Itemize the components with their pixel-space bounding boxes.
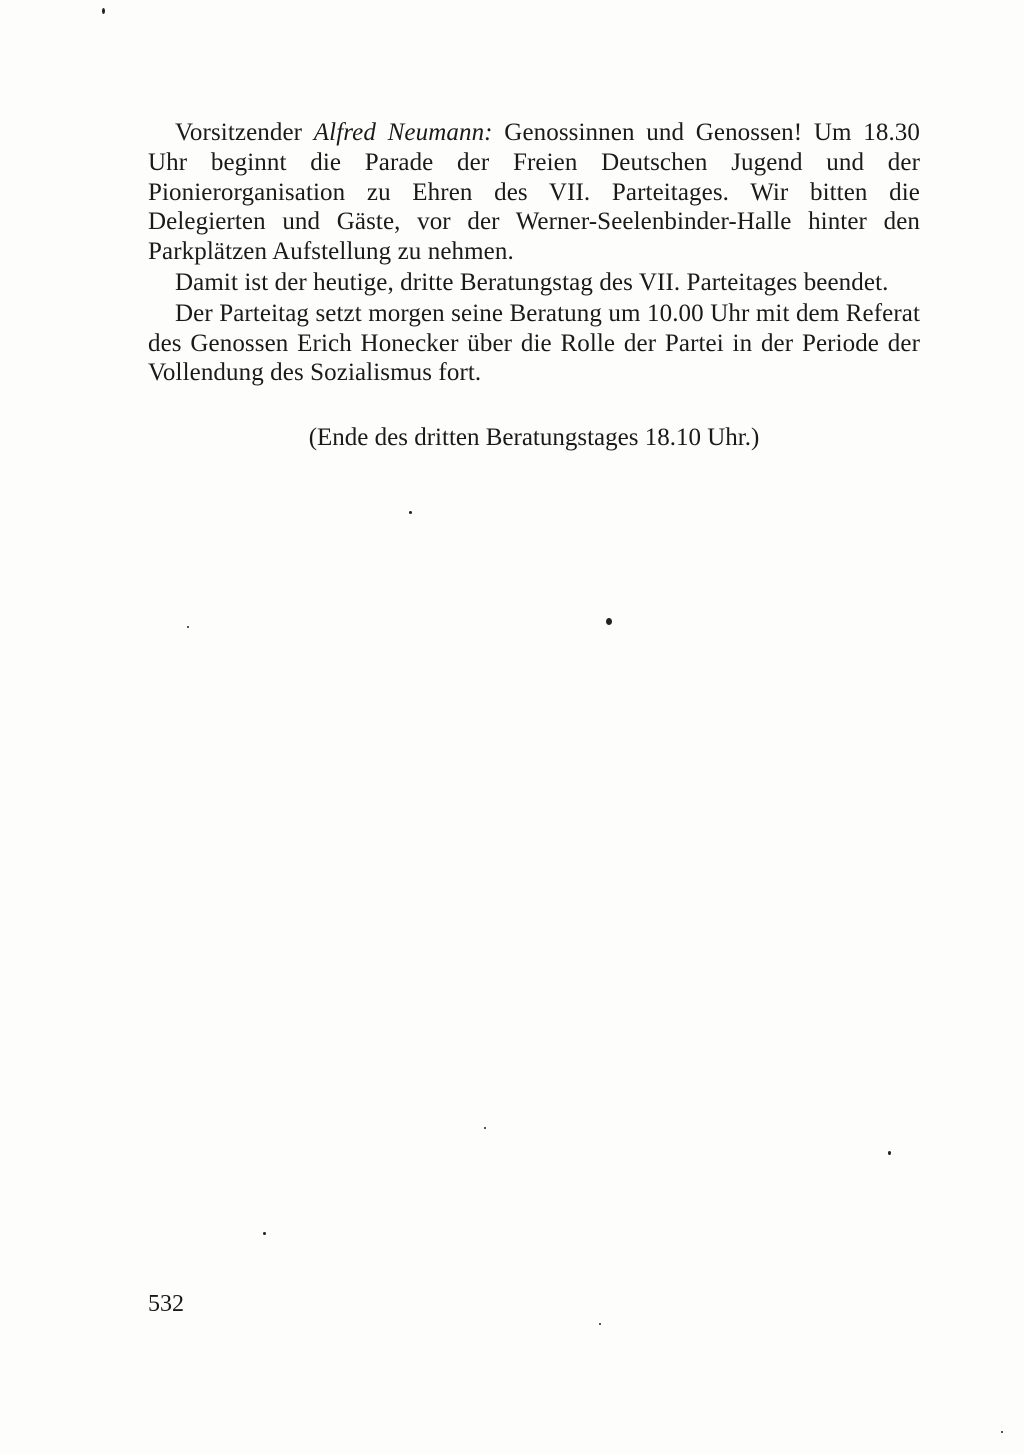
- body-text: [148, 118, 920, 388]
- page-number: 532: [148, 1291, 184, 1317]
- speaker-prefix: Vorsitzender: [175, 119, 314, 146]
- scan-speck: [263, 1232, 266, 1235]
- scan-speck: [484, 1127, 486, 1129]
- scan-speck: [102, 8, 105, 14]
- scan-speck: [888, 1151, 891, 1155]
- scan-speck: [606, 618, 612, 625]
- scan-speck: [187, 626, 189, 628]
- speaker-name: Alfred Neumann:: [313, 119, 493, 146]
- paragraph-day-ended: Damit ist der heutige, dritte Beratungstag des VII. Parteitages beendet.: [175, 268, 889, 296]
- paragraph-next-session: Der Parteitag setzt morgen seine Beratung um 10.00 Uhr mit dem Referat des Genossen Erich Honecker über die Rolle der Partei in der Periode der Vollendung des Sozialismus fort.: [148, 299, 920, 387]
- closing-note: (Ende des dritten Beratungstages 18.10 Uhr.): [308, 424, 760, 451]
- scan-speck: [409, 511, 412, 514]
- scan-speck: [599, 1323, 601, 1325]
- scan-speck: [1001, 1431, 1003, 1433]
- paragraph-text: Genossinnen und Genossen! Um 18.30 Uhr beginnt die Parade der Freien Deutschen Jugend und der Pionierorganisation zu Ehren des VII. Parteitages. Wir bitten die Delegierten und Gäste, vor der Werner-Seelenbinder-Halle hinter den Parkplätzen Aufstellung zu nehmen.: [148, 119, 920, 266]
- paragraph-chairman-announcement: [148, 118, 920, 267]
